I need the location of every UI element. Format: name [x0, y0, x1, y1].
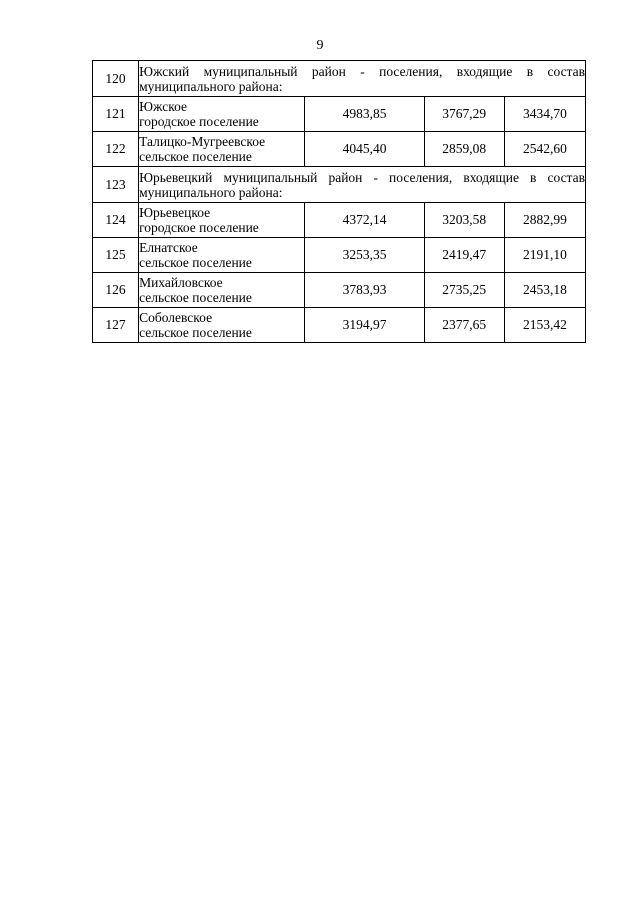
settlement-name-line2: сельское поселение — [139, 255, 252, 270]
value-col3: 2453,18 — [504, 273, 585, 308]
row-number: 124 — [93, 203, 139, 238]
value-col3: 2153,42 — [504, 308, 585, 343]
value-col3: 2191,10 — [504, 238, 585, 273]
value-col2: 3203,58 — [424, 203, 504, 238]
settlement-name-line1: Соболевское — [139, 310, 213, 325]
settlement-name-line2: сельское поселение — [139, 149, 252, 164]
value-col2: 2735,25 — [424, 273, 504, 308]
row-number: 122 — [93, 132, 139, 167]
value-col2: 2419,47 — [424, 238, 504, 273]
settlement-name — [139, 308, 305, 343]
value-col1: 3253,35 — [305, 238, 424, 273]
settlement-name — [139, 273, 305, 308]
table-row — [93, 203, 586, 238]
table-row-group — [93, 61, 586, 97]
settlement-name — [139, 97, 305, 132]
settlement-name-line1: Елнатское — [139, 240, 198, 255]
settlement-name-line1: Михайловское — [139, 275, 223, 290]
row-number: 126 — [93, 273, 139, 308]
value-col2: 3767,29 — [424, 97, 504, 132]
settlement-name-line1: Талицко-Мугреевское — [139, 134, 266, 149]
table-row — [93, 238, 586, 273]
settlement-name-line2: городское поселение — [139, 114, 259, 129]
table-row-group — [93, 167, 586, 203]
settlement-name — [139, 203, 305, 238]
table-row — [93, 132, 586, 167]
settlement-name-line1: Южское — [139, 99, 187, 114]
table-row — [93, 97, 586, 132]
value-col3: 3434,70 — [504, 97, 585, 132]
value-col1: 4372,14 — [305, 203, 424, 238]
row-number: 121 — [93, 97, 139, 132]
settlement-name-line2: сельское поселение — [139, 325, 252, 340]
value-col1: 3783,93 — [305, 273, 424, 308]
settlements-table — [92, 60, 586, 343]
table-row — [93, 308, 586, 343]
settlement-name-line1: Юрьевецкое — [139, 205, 211, 220]
value-col2: 2859,08 — [424, 132, 504, 167]
row-number: 120 — [93, 61, 139, 97]
settlement-name-line2: городское поселение — [139, 220, 259, 235]
row-number: 123 — [93, 167, 139, 203]
value-col1: 4045,40 — [305, 132, 424, 167]
value-col1: 3194,97 — [305, 308, 424, 343]
value-col3: 2542,60 — [504, 132, 585, 167]
value-col2: 2377,65 — [424, 308, 504, 343]
page-number: 9 — [316, 38, 324, 53]
settlement-name — [139, 132, 305, 167]
settlement-name — [139, 238, 305, 273]
district-heading: Юрьевецкий муниципальный район - поселения, входящие в состав муниципального района: — [139, 167, 586, 203]
row-number: 125 — [93, 238, 139, 273]
value-col1: 4983,85 — [305, 97, 424, 132]
settlement-name-line2: сельское поселение — [139, 290, 252, 305]
row-number: 127 — [93, 308, 139, 343]
district-heading: Южский муниципальный район - поселения, входящие в состав муниципального района: — [139, 61, 586, 97]
table-row — [93, 273, 586, 308]
value-col3: 2882,99 — [504, 203, 585, 238]
